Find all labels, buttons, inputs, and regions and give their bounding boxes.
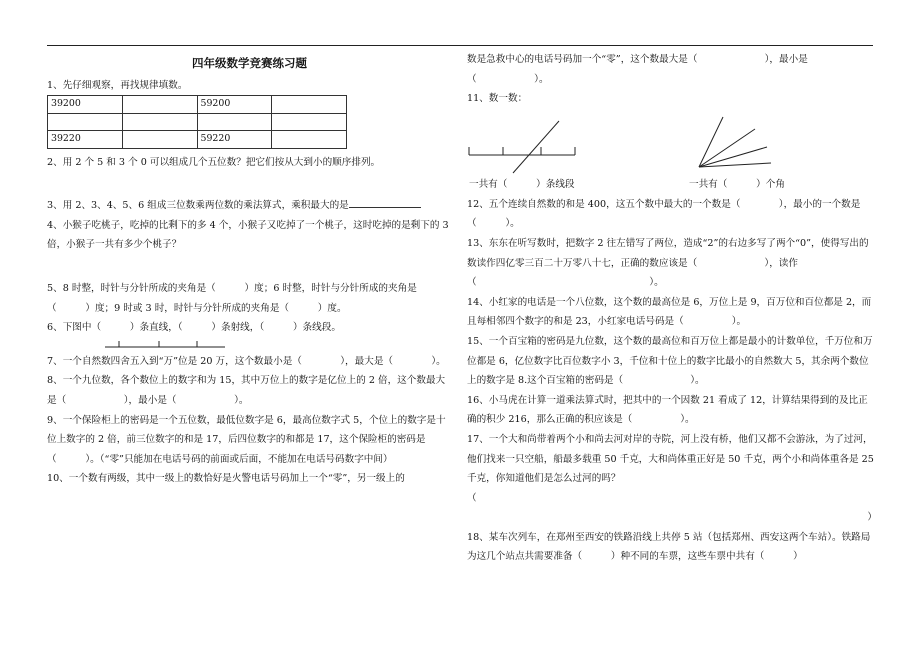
question-13: 13、东东在听写数时，把数字 2 往左错写了两位，造成“2”的右边多写了两个“0”，使得写出的数读作四亿零三百二十万零八十七，正确的数应该是（ ），读作（ ）。 xyxy=(467,237,869,289)
table-row xyxy=(48,96,347,114)
table-cell: 59200 xyxy=(197,96,272,114)
question-9: 9、一个保险柜上的密码是一个五位数，最低位数字是 6，最高位数字式 5，个位上的数字是十位上数字的 2 倍，前三位数字的和是 17，后四位数字的和都是 17，这个保险柜的密码是（ ）。（“零”只能加在电话号码的前面或后面，不能加在电话号码数字中间） xyxy=(47,414,446,465)
question-12: 12、五个连续自然数的和是 400，这五个数中最大的一个数是（ ），最小的一个数是（ ）。 xyxy=(467,198,861,230)
counting-figures xyxy=(467,109,877,175)
table-cell: 59220 xyxy=(197,131,272,149)
question-16: 16、小马虎在计算一道乘法算式时，把其中的一个因数 21 看成了 12，计算结果得到的及比正确的积少 216，那么正确的积应该是（ ）。 xyxy=(467,394,868,426)
question-10-continued: 数是急救中心的电话号码加一个“零”，这个数最大是（ ），最小是（ ）。 xyxy=(467,54,808,85)
question-11-figures xyxy=(467,109,877,175)
table-row xyxy=(48,113,347,131)
question-15: 15、一个百宝箱的密码是九位数，这个数的最高位和百万位上都是最小的计数单位，千万位和万位都是 6，亿位数字比百位数字小 3，千位和十位上的数字比最小的自然数大 5，其余两个数位上的数字是 8.这个百宝箱的密码是（ ）。 xyxy=(467,335,873,387)
question-4: 4、小猴子吃桃子，吃掉的比剩下的多 4 个，小猴子又吃掉了一个桃子，这时吃掉的是剩下的 3 倍，小猴子一共有多少个桃子？ xyxy=(47,219,449,251)
answer-close-paren: ） xyxy=(867,512,877,524)
question-11-captions xyxy=(467,175,877,195)
angle-count-caption: 一共有（ ）个角 xyxy=(689,178,785,190)
angle-ray xyxy=(699,117,723,167)
table-row xyxy=(48,131,347,149)
left-column xyxy=(47,50,452,489)
question-8: 8、一个九位数，各个数位上的数字和为 15，其中万位上的数字是亿位上的 2 倍，这个数最大是（ ），最小是（ ）。 xyxy=(47,375,446,407)
question-10: 10、一个数有两级，其中一级上的数恰好是火警电话号码加上一个“零”，另一级上的 xyxy=(47,473,405,485)
segment-count-caption: 一共有（ ）条线段 xyxy=(469,178,575,190)
answer-blank-line xyxy=(349,197,421,208)
table-cell: 39220 xyxy=(48,131,123,149)
question-3 xyxy=(47,196,452,216)
question-17: 17、一个大和尚带着两个小和尚去河对岸的寺院，河上没有桥，他们又都不会游泳，为了过河，他们找来一只空船，船最多载重 50 千克，大和尚体重正好是 50 千克，两个小和尚体重各是 25 千克，你知道他们是怎么过河的吗？ xyxy=(467,433,874,485)
question-6: 6、下图中（ ）条直线，（ ）条射线，（ ）条线段。 xyxy=(47,322,341,334)
line-segment-figure xyxy=(47,338,247,352)
table-cell xyxy=(122,131,197,149)
angle-ray xyxy=(699,129,755,167)
table-cell xyxy=(197,113,272,131)
question-5: 5、8 时整，时针与分针所成的夹角是（ ）度；6 时整，时针与分针所成的夹角是（ ）度；9 时或 3 时，时针与分针所成的夹角是（ ）度。 xyxy=(47,283,417,314)
question-2: 2、用 2 个 5 和 3 个 0 可以组成几个五位数？把它们按从大到小的顺序排列。 xyxy=(47,156,381,168)
page-title: 四年级数学竞赛练习题 xyxy=(192,56,307,70)
question-3-text: 3、用 2、3、4、5、6 组成三位数乘两位数的乘法算式，乘积最大的是 xyxy=(47,200,349,212)
right-column xyxy=(467,50,877,567)
table-cell xyxy=(48,113,123,131)
question-1: 1、先仔细观察，再找规律填数。 xyxy=(47,79,188,91)
question-14: 14、小红家的电话是一个八位数，这个数的最高位是 6，万位上是 9，百万位和百位都是 2，而且每相邻四个数字的和是 23，小红家电话号码是（ ）。 xyxy=(467,296,872,328)
table-cell xyxy=(272,96,347,114)
table-cell xyxy=(122,96,197,114)
number-pattern-table xyxy=(47,95,347,149)
question-18: 18、某车次列车，在郑州至西安的铁路沿线上共停 5 站（包括郑州、西安这两个车站）。铁路局为这几个站点共需要准备（ ）种不同的车票，这些车票中共有（ ） xyxy=(467,531,871,563)
table-cell xyxy=(122,113,197,131)
answer-open-paren: （ xyxy=(467,492,477,504)
table-cell xyxy=(272,113,347,131)
top-rule xyxy=(47,45,873,46)
crossing-line xyxy=(513,121,559,173)
question-7: 7、一个自然数四舍五入到“万”位是 20 万，这个数最小是（ ），最大是（ ）。 xyxy=(47,355,446,367)
question-11: 11、数一数： xyxy=(467,93,528,105)
table-cell: 39200 xyxy=(48,96,123,114)
table-cell xyxy=(272,131,347,149)
